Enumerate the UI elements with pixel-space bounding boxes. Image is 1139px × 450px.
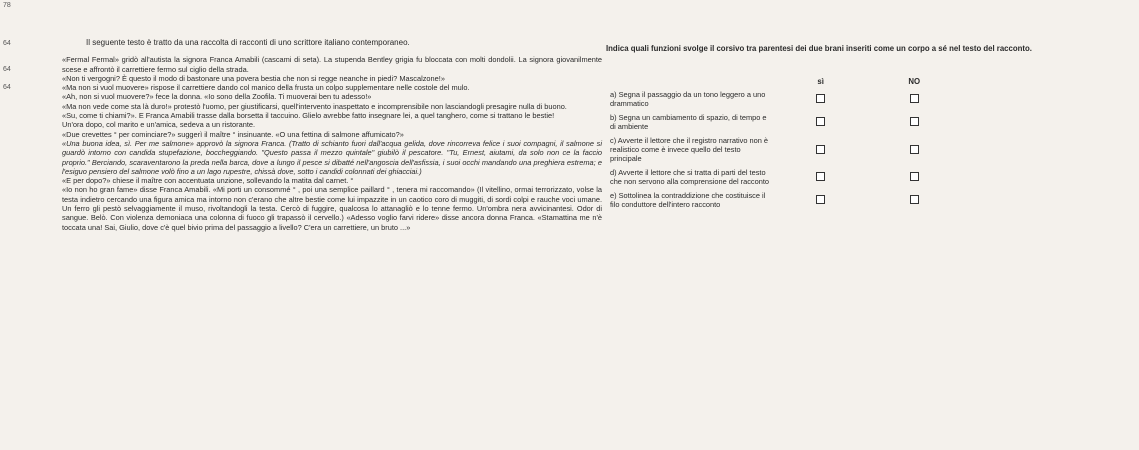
answer-label: a) Segna il passaggio da un tono leggero a uno drammatico bbox=[610, 90, 766, 108]
checkbox-yes[interactable] bbox=[816, 145, 825, 154]
story-paragraph: «E per dopo?» chiese il maître con accentuata unzione, sollevando la matita dal carnet. ° bbox=[62, 176, 354, 186]
checkbox-cell-yes bbox=[774, 166, 868, 189]
checkbox-no[interactable] bbox=[910, 195, 919, 204]
checkbox-cell-yes bbox=[774, 134, 868, 166]
checkbox-cell-yes bbox=[774, 88, 868, 111]
answer-label: e) Sottolinea la contraddizione che costituisce il filo conduttore dell'intero racconto bbox=[610, 191, 766, 209]
checkbox-yes[interactable] bbox=[816, 117, 825, 126]
checkbox-cell-no bbox=[867, 134, 961, 166]
story-paragraph: «Due crevettes ° per cominciare?» suggerì il maître ° insinuante. «O una fettina di salmone affumicato?» bbox=[62, 129, 404, 139]
answer-label: c) Avverte il lettore che il registro narrativo non è realistico come è invece quello del testo principale bbox=[610, 136, 769, 163]
checkbox-yes[interactable] bbox=[816, 172, 825, 181]
checkbox-no[interactable] bbox=[910, 172, 919, 181]
checkbox-cell-no bbox=[867, 111, 961, 134]
story-paragraph: «Fermal Fermal» gridò all'autista la signora Franca Amabili (cascami di seta). La stupenda Bentley grigia fu bloccata con molti dondolii. La signora giovanilmente scese e affrontò il carrettiere fermo sul ciglio della strada. bbox=[62, 55, 602, 74]
checkbox-cell-yes bbox=[774, 111, 868, 134]
answer-label: d) Avverte il lettore che si tratta di parti del testo che non servono alla comprensione del racconto bbox=[610, 168, 769, 186]
answer-table bbox=[606, 75, 961, 213]
story-paragraph: «Io non ho gran fame» disse Franca Amabili. «Mi porti un consommé ° , poi una semplice paillard ° , tenera mi raccomando» (Il vitellino, ormai terrorizzato, volse la testa indietro cercando una figura amica ma intorno non c'erano che altre bestie come lui impazzite in un caotico coro di muggiti, di sordi colpi e rauche voci umane. Un ferro gli pestò selvaggiamente il muso, rivoltandogli la testa. Cercò di fuggire, qualcosa lo attanagliò e lo tenne fermo. Un'ombra nera avvicinantesi. Odor di sangue. Belò. Con violenza demoniaca una colonna di fuoco gli trapassò il cervello.) «Adesso voglio farvi ridere» disse ancora donna Franca. «Stamattina me n'è toccata una! Sai, Giulio, dove c'è quel bivio prima del passaggio a livello? C'era un carrettiere, un bruto ...» bbox=[62, 185, 602, 232]
exercise-column bbox=[606, 44, 1134, 213]
story-paragraph: «Ah, non si vuol muovere?» fece la donna. «Io sono della Zoofila. Ti muoverai ben tu adesso!» bbox=[62, 92, 372, 102]
checkbox-cell-yes bbox=[774, 189, 868, 212]
checkbox-cell-no bbox=[867, 166, 961, 189]
story-paragraph: «Ma non vede come sta là duro!» protestò l'uomo, per giustificarsi, quell'intervento inaspettato e incomprensibile non lasciandogli presagire nulla di buono. bbox=[62, 101, 567, 111]
header-no: NO bbox=[908, 77, 921, 86]
checkbox-no[interactable] bbox=[910, 145, 919, 154]
checkbox-no[interactable] bbox=[910, 117, 919, 126]
margin-number: 64 bbox=[3, 84, 11, 91]
answer-row bbox=[606, 134, 961, 166]
answer-label: b) Segna un cambiamento di spazio, di tempo e di ambiente bbox=[610, 113, 767, 131]
checkbox-cell-no bbox=[867, 88, 961, 111]
story-paragraph: Un'ora dopo, col marito e un'amica, sedeva a un ristorante. bbox=[62, 120, 256, 130]
story-text bbox=[62, 55, 602, 232]
answer-row bbox=[606, 88, 961, 111]
checkbox-cell-no bbox=[867, 189, 961, 212]
checkbox-no[interactable] bbox=[910, 94, 919, 103]
checkbox-yes[interactable] bbox=[816, 94, 825, 103]
header-yes: sì bbox=[817, 77, 824, 86]
story-column bbox=[62, 26, 602, 232]
story-paragraph: «Non ti vergogni? È questo il modo di bastonare una povera bestia che non si regge neanche in piedi? Mascalzone!» bbox=[62, 73, 445, 83]
answer-row bbox=[606, 166, 961, 189]
story-paragraph: «Su, come ti chiami?». E Franca Amabili trasse dalla borsetta il taccuino. Glielo avrebbe fatto insegnare lei, a quel tanghero, come si trattano le bestie! bbox=[62, 111, 555, 121]
header-spacer bbox=[606, 75, 774, 88]
question-text: Indica quali funzioni svolge il corsivo tra parentesi dei due brani inseriti come un corpo a sé nel testo del racconto. bbox=[606, 44, 1032, 53]
answer-row bbox=[606, 111, 961, 134]
margin-number: 78 bbox=[3, 2, 11, 9]
answer-row bbox=[606, 189, 961, 212]
margin-number: 64 bbox=[3, 40, 11, 47]
story-paragraph: «Ma non si vuol muovere» rispose il carrettiere dando col manico della frusta un colpo supplementare nelle costole del mulo. bbox=[62, 83, 470, 93]
checkbox-yes[interactable] bbox=[816, 195, 825, 204]
intro-text: Il seguente testo è tratto da una raccolta di racconti di uno scrittore italiano contemporaneo. bbox=[86, 38, 410, 47]
story-paragraph: «Una buona idea, sì. Per me salmone» approvò la signora Franca. (Tratto di schianto fuori dall'acqua gelida, dove rincorreva felice i suoi compagni, il salmone si guardò intorno con candida stupefazione, boccheggiando. "Questo passa il mezzo quintale" giubilò il pescatore. "Tu, Ernest, aiutami, da solo non ce la faccio proprio." Berciando, scaraventarono la preda nella barca, dove a lungo il pesce si dibatté nell'angoscia dell'asfissia, i suoi occhi mandando una preghiera estrema; e l'esiguo pensiero del salmone volò fino a un lago rupestre, chissà dove, sotto i candidi colonnati dei ghiacciai.) bbox=[62, 138, 602, 176]
margin-number: 64 bbox=[3, 66, 11, 73]
